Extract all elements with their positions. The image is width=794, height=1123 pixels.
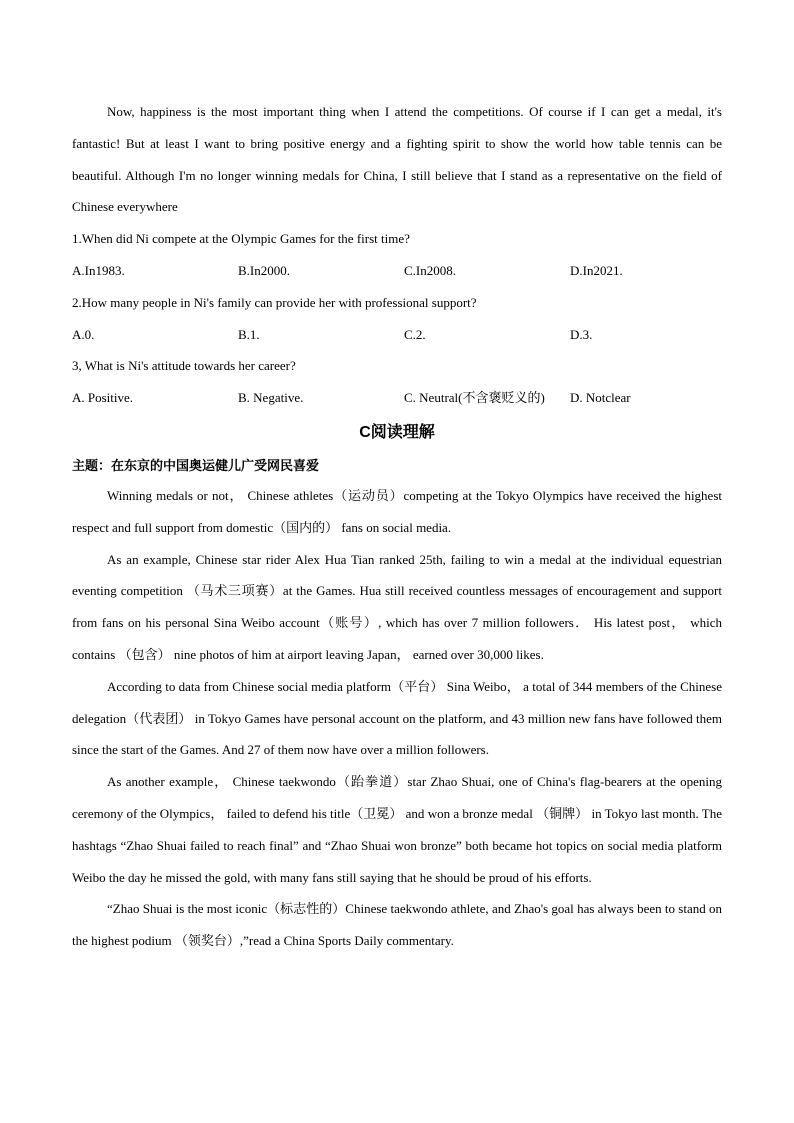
option-b: B. Negative. xyxy=(238,390,304,406)
question-3: 3, What is Ni's attitude towards her career? xyxy=(72,358,296,374)
option-c: C.In2008. xyxy=(404,262,456,278)
question-2: 2.How many people in Ni's family can provide her with professional support? xyxy=(72,294,477,310)
option-a: A. Positive. xyxy=(72,390,134,406)
option-c: C.2. xyxy=(404,326,426,342)
article-paragraph-2: As an example, Chinese star rider Alex Hua Tian ranked 25th, failing to win a medal at the individual equestrian eventing competition （马术三项赛）at the Games. Hua still received countless messages of encouragement and support from fans on his personal Sina Weibo account（账号）, which has over 7 million followers． His latest post， which contains （包含） nine photos of him at airport leaving Japan， earned over 30,000 likes. xyxy=(72,551,722,662)
intro-paragraph: Now, happiness is the most important thing when I attend the competitions. Of course if I can get a medal, it's fantastic! But at least I want to bring positive energy and a fighting spirit to show the world how table tennis can be beautiful. Although I'm no longer winning medals for China, I still believe that I stand as a representative on the field of Chinese everywhere xyxy=(72,104,722,215)
option-c: C. Neutral(不含褒贬义的) xyxy=(404,390,545,406)
article-paragraph-5: “Zhao Shuai is the most iconic（标志性的）Chinese taekwondo athlete, and Zhao's goal has always been to stand on the highest podium （领奖台）,”read a China Sports Daily commentary. xyxy=(72,901,722,949)
option-d: D.In2021. xyxy=(570,262,623,278)
option-a: A.0. xyxy=(72,326,95,342)
section-c-title: C阅读理解 xyxy=(359,423,435,441)
question-2-options xyxy=(72,319,722,351)
document-page xyxy=(72,96,722,957)
option-a: A.In1983. xyxy=(72,262,125,278)
option-d: D.3. xyxy=(570,326,593,342)
question-1: 1.When did Ni compete at the Olympic Games for the first time? xyxy=(72,231,410,247)
article-paragraph-3: According to data from Chinese social media platform（平台） Sina Weibo， a total of 344 members of the Chinese delegation（代表团） in Tokyo Games have personal account on the platform, and 43 million new fans have followed them since the start of the Games. And 27 of them now have over a million followers. xyxy=(72,678,722,758)
option-b: B.In2000. xyxy=(238,262,290,278)
section-c-topic: 主题：在东京的中国奥运健儿广受网民喜爱 xyxy=(72,457,320,473)
article-paragraph-1: Winning medals or not， Chinese athletes（运动员）competing at the Tokyo Olympics have received the highest respect and full support from domestic（国内的） fans on social media. xyxy=(72,487,722,535)
article-paragraph-4: As another example， Chinese taekwondo（跆拳道）star Zhao Shuai, one of China's flag-bearers at the opening ceremony of the Olympics， failed to defend his title（卫冕） and won a bronze medal （铜牌） in Tokyo last month. The hashtags “Zhao Shuai failed to reach final” and “Zhao Shuai won bronze” both became hot topics on social media platform Weibo the day he missed the gold, with many fans still saying that he should be proud of his efforts. xyxy=(72,774,722,885)
question-3-options xyxy=(72,382,722,414)
question-1-options xyxy=(72,255,722,287)
option-b: B.1. xyxy=(238,326,260,342)
option-d: D. Notclear xyxy=(570,390,631,406)
